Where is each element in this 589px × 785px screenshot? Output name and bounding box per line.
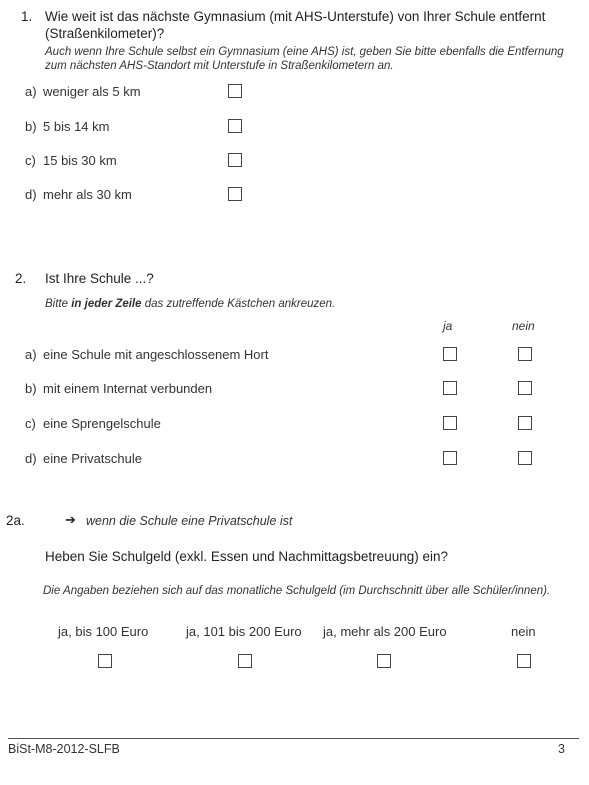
q1-option-b-letter: b) <box>25 119 37 134</box>
q2a-condition: wenn die Schule eine Privatschule ist <box>86 514 293 528</box>
q2a-hint: Die Angaben beziehen sich auf das monatliche Schulgeld (im Durchschnitt über alle Schüler/innen). <box>43 585 551 597</box>
q2-row-b-letter: b) <box>25 381 37 396</box>
q1-number: 1. <box>21 9 33 24</box>
footer-divider <box>8 738 579 739</box>
q2-col-yes-header: ja <box>443 319 453 333</box>
q2a-title: Heben Sie Schulgeld (exkl. Essen und Nachmittagsbetreuung) ein? <box>45 549 448 564</box>
q2a-option-4-label: nein <box>511 624 536 639</box>
q2-row-b-yes-checkbox[interactable] <box>443 381 457 395</box>
q2a-number: 2a. <box>6 513 25 528</box>
q1-option-d-label: mehr als 30 km <box>43 187 132 202</box>
q2-row-c-label: eine Sprengelschule <box>43 416 161 431</box>
q1-hint-line2: zum nächsten AHS-Standort mit Unterstufe in Straßenkilometern an. <box>45 60 394 72</box>
q2a-option-1-label: ja, bis 100 Euro <box>58 624 149 639</box>
q2-row-a-label: eine Schule mit angeschlossenem Hort <box>43 347 269 362</box>
q1-option-c-label: 15 bis 30 km <box>43 153 117 168</box>
footer-page-number: 3 <box>558 742 565 756</box>
q2-row-a-no-checkbox[interactable] <box>518 347 532 361</box>
q1-option-d-letter: d) <box>25 187 37 202</box>
footer-code: BiSt-M8-2012-SLFB <box>8 742 120 756</box>
q1-title-line1: Wie weit ist das nächste Gymnasium (mit AHS-Unterstufe) von Ihrer Schule entfernt <box>45 9 546 24</box>
q2-col-no-header: nein <box>512 319 535 333</box>
q2a-option-3-label: ja, mehr als 200 Euro <box>323 624 447 639</box>
q1-option-b-label: 5 bis 14 km <box>43 119 110 134</box>
q2a-option-4-checkbox[interactable] <box>517 654 531 668</box>
q2-row-d-letter: d) <box>25 451 37 466</box>
q2a-option-1-checkbox[interactable] <box>98 654 112 668</box>
q1-option-c-letter: c) <box>25 153 36 168</box>
q1-option-a-checkbox[interactable] <box>228 84 242 98</box>
q2-row-d-no-checkbox[interactable] <box>518 451 532 465</box>
arrow-right-icon: ➔ <box>65 512 76 527</box>
q2-row-d-label: eine Privatschule <box>43 451 142 466</box>
q2-hint-emphasis: in jeder Zeile <box>71 298 142 310</box>
q2-row-a-letter: a) <box>25 347 37 362</box>
q1-option-c-checkbox[interactable] <box>228 153 242 167</box>
q2-hint: Bitte in jeder Zeile das zutreffende Kästchen ankreuzen. <box>45 298 336 310</box>
q1-option-b-checkbox[interactable] <box>228 119 242 133</box>
q2a-option-3-checkbox[interactable] <box>377 654 391 668</box>
q1-option-d-checkbox[interactable] <box>228 187 242 201</box>
q1-option-a-letter: a) <box>25 84 37 99</box>
q2-row-a-yes-checkbox[interactable] <box>443 347 457 361</box>
q1-title-line2: (Straßenkilometer)? <box>45 26 165 41</box>
q2a-option-2-checkbox[interactable] <box>238 654 252 668</box>
q2-row-c-yes-checkbox[interactable] <box>443 416 457 430</box>
q2-number: 2. <box>15 271 27 286</box>
q2a-option-2-label: ja, 101 bis 200 Euro <box>186 624 302 639</box>
q2-row-d-yes-checkbox[interactable] <box>443 451 457 465</box>
q1-option-a-label: weniger als 5 km <box>43 84 141 99</box>
q2-row-c-no-checkbox[interactable] <box>518 416 532 430</box>
q2-row-b-label: mit einem Internat verbunden <box>43 381 213 396</box>
q2-row-c-letter: c) <box>25 416 36 431</box>
q2-row-b-no-checkbox[interactable] <box>518 381 532 395</box>
q2-title: Ist Ihre Schule ...? <box>45 271 154 286</box>
q1-hint-line1: Auch wenn Ihre Schule selbst ein Gymnasium (eine AHS) ist, geben Sie bitte ebenfalls die Entfernung <box>45 46 564 58</box>
